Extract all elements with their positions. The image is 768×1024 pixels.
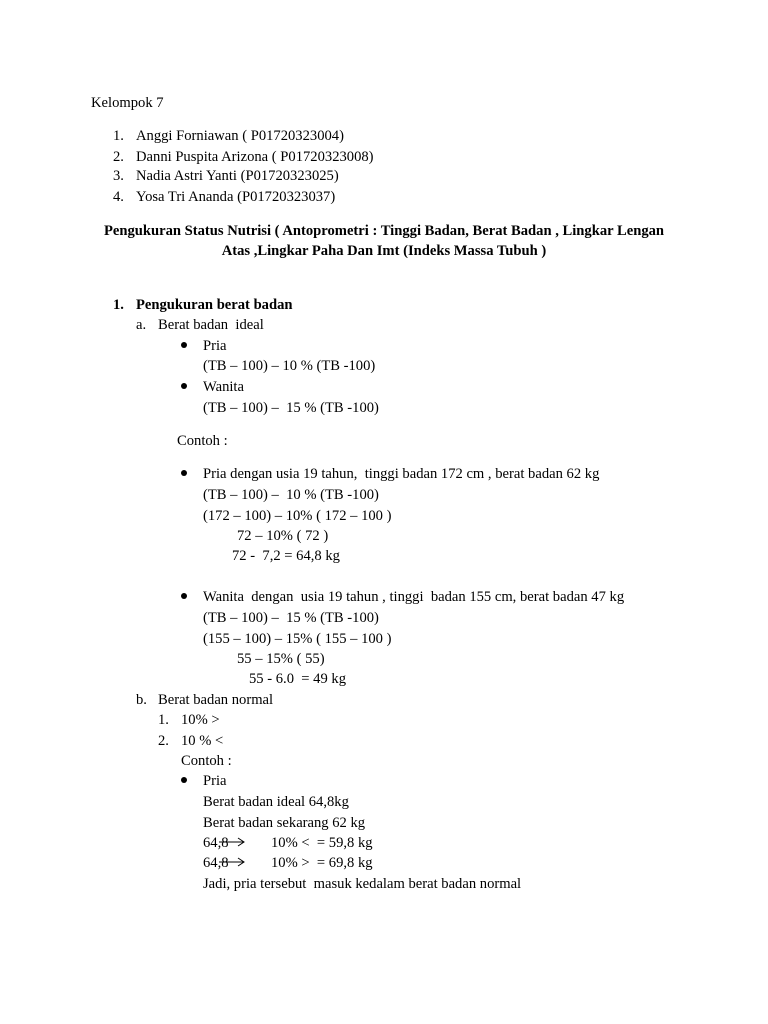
bullet-text: Pria [203, 773, 227, 789]
subsection-letter: a. [136, 317, 147, 333]
member-number: 1. [113, 128, 124, 144]
section-number: 1. [113, 297, 124, 313]
member-name: Nadia Astri Yanti (P01720323025) [136, 168, 339, 184]
calc-result: 10% < = 59,8 kg [271, 835, 373, 851]
calc-line: Berat badan ideal 64,8kg [203, 794, 349, 810]
calc-line: (TB – 100) – 10 % (TB -100) [203, 487, 379, 503]
list-item: 10% > [181, 712, 220, 728]
calc-result: 55 - 6.0 = 49 kg [249, 671, 347, 687]
group-label: Kelompok 7 [91, 95, 164, 111]
right-arrow-icon [218, 836, 246, 848]
calc-line: (172 – 100) – 10% ( 172 – 100 ) [203, 508, 392, 524]
bullet-icon [181, 777, 187, 783]
calc-value: 64,8 [203, 855, 229, 871]
bullet-icon [181, 593, 187, 599]
calc-line: (155 – 100) – 15% ( 155 – 100 ) [203, 631, 392, 647]
bullet-icon [181, 470, 187, 476]
example-title: Pria dengan usia 19 tahun, tinggi badan 172 cm , berat badan 62 kg [203, 466, 600, 482]
example-label: Contoh : [181, 753, 232, 769]
bullet-icon [181, 342, 187, 348]
subsection-label: Berat badan ideal [158, 317, 264, 333]
member-name: Anggi Forniawan ( P01720323004) [136, 128, 344, 144]
member-number: 4. [113, 189, 124, 205]
document-title-line2: Atas ,Lingkar Paha Dan Imt (Indeks Massa Tubuh ) [221, 243, 547, 259]
member-number: 3. [113, 168, 124, 184]
example-title: Wanita dengan usia 19 tahun , tinggi badan 155 cm, berat badan 47 kg [203, 589, 625, 605]
formula: (TB – 100) – 15 % (TB -100) [203, 400, 379, 416]
calc-result: 72 - 7,2 = 64,8 kg [232, 548, 340, 564]
document-title-line1: Pengukuran Status Nutrisi ( Antoprometri : Tinggi Badan, Berat Badan , Lingkar Lengan [103, 223, 665, 239]
calc-line: 55 – 15% ( 55) [237, 651, 325, 667]
calc-line: Berat badan sekarang 62 kg [203, 815, 366, 831]
conclusion: Jadi, pria tersebut masuk kedalam berat badan normal [203, 876, 522, 892]
bullet-text: Wanita [203, 379, 244, 395]
member-name: Yosa Tri Ananda (P01720323037) [136, 189, 336, 205]
list-item: 10 % < [181, 733, 224, 749]
list-number: 1. [158, 712, 169, 728]
list-number: 2. [158, 733, 169, 749]
calc-value: 64,8 [203, 835, 229, 851]
member-name: Danni Puspita Arizona ( P01720323008) [136, 149, 374, 165]
right-arrow-icon [218, 856, 246, 868]
formula: (TB – 100) – 10 % (TB -100) [203, 358, 376, 374]
subsection-letter: b. [136, 692, 147, 708]
member-number: 2. [113, 149, 124, 165]
example-label: Contoh : [177, 433, 228, 449]
bullet-text: Pria [203, 338, 227, 354]
subsection-label: Berat badan normal [158, 692, 274, 708]
section-heading: Pengukuran berat badan [136, 297, 293, 313]
calc-line: 72 – 10% ( 72 ) [237, 528, 329, 544]
calc-result: 10% > = 69,8 kg [271, 855, 373, 871]
bullet-icon [181, 383, 187, 389]
calc-line: (TB – 100) – 15 % (TB -100) [203, 610, 379, 626]
